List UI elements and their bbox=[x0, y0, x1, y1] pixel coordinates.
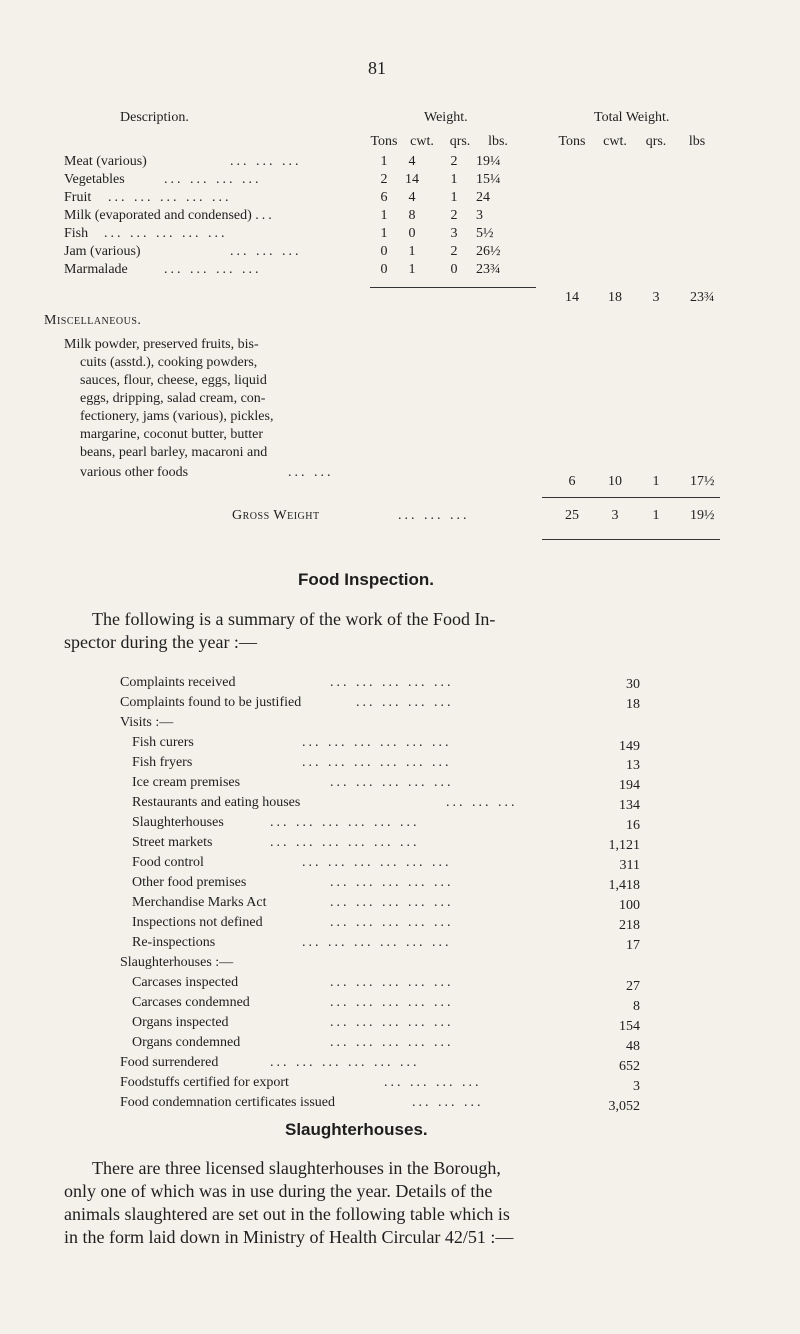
list-item-label: Carcases condemned bbox=[132, 995, 250, 1010]
food-inspection-intro-line: The following is a summary of the work of the Food In- bbox=[92, 609, 496, 629]
list-item-label: Slaughterhouses bbox=[132, 815, 224, 830]
cell-qrs: 2 bbox=[450, 208, 458, 223]
list-item-label: Other food premises bbox=[132, 875, 247, 890]
cell-cwt: 4 bbox=[408, 154, 416, 169]
paragraph-line: in the form laid down in Ministry of Health Circular 42/51 :— bbox=[64, 1227, 514, 1247]
leader-dots: ... ... ... bbox=[412, 1095, 484, 1110]
cell-lbs: 19¼ bbox=[476, 154, 501, 169]
leader-dots: ... ... ... ... ... bbox=[330, 1035, 454, 1050]
cell-lbs: 24 bbox=[476, 190, 490, 205]
subtotal-qrs: 3 bbox=[652, 290, 660, 305]
leader-dots: ... ... ... ... ... ... bbox=[270, 815, 420, 830]
header-weight: Weight. bbox=[424, 110, 468, 125]
list-item-value: 3,052 bbox=[608, 1099, 640, 1114]
list-item-label: Organs condemned bbox=[132, 1035, 241, 1050]
paragraph-line: There are three licensed slaughterhouses in the Borough, bbox=[92, 1158, 501, 1178]
list-item-label: Complaints received bbox=[120, 675, 236, 690]
leader-dots: ... ... ... ... ... ... bbox=[302, 755, 452, 770]
leader-dots: ... ... ... ... bbox=[356, 695, 454, 710]
misc-line: fectionery, jams (various), pickles, bbox=[80, 409, 274, 424]
list-item-label: Restaurants and eating houses bbox=[132, 795, 301, 810]
list-item-value: 48 bbox=[626, 1039, 640, 1054]
row-label: Meat (various) bbox=[64, 154, 147, 169]
row-label: Fruit bbox=[64, 190, 92, 205]
list-item-value: 30 bbox=[626, 677, 640, 692]
cell-lbs: 23¾ bbox=[476, 262, 501, 277]
cell-qrs: 1 bbox=[450, 172, 458, 187]
misc-total-qrs: 1 bbox=[652, 474, 660, 489]
leader-dots: ... bbox=[255, 208, 275, 223]
gross-lbs: 19½ bbox=[690, 508, 715, 523]
list-item-label: Ice cream premises bbox=[132, 775, 241, 790]
header-description: Description. bbox=[120, 110, 189, 125]
list-item-label: Fish fryers bbox=[132, 755, 193, 770]
gross-weight-label: Gross Weight bbox=[232, 508, 320, 523]
cell-tons: 0 bbox=[380, 262, 388, 277]
list-item-value: 218 bbox=[619, 918, 640, 933]
leader-dots: ... ... ... bbox=[446, 795, 518, 810]
cell-lbs: 3 bbox=[476, 208, 483, 223]
cell-lbs: 5½ bbox=[476, 226, 494, 241]
leader-dots: ... ... ... ... ... bbox=[330, 675, 454, 690]
leader-dots: ... ... ... ... ... ... bbox=[270, 835, 420, 850]
unit-qrs: qrs. bbox=[449, 134, 471, 149]
cell-cwt: 8 bbox=[408, 208, 416, 223]
subtotal-cwt: 18 bbox=[608, 290, 622, 305]
leader-dots: ... ... ... bbox=[398, 508, 470, 523]
cell-tons: 6 bbox=[380, 190, 388, 205]
list-item-value: 1,418 bbox=[608, 878, 640, 893]
misc-line: various other foods bbox=[80, 465, 189, 480]
cell-tons: 2 bbox=[380, 172, 388, 187]
misc-heading: Miscellaneous. bbox=[44, 313, 142, 328]
cell-qrs: 1 bbox=[450, 190, 458, 205]
subtotal-rule bbox=[370, 287, 536, 288]
total-unit-tons: Tons bbox=[558, 134, 586, 149]
misc-line: sauces, flour, cheese, eggs, liquid bbox=[80, 373, 267, 388]
leader-dots: ... ... ... ... bbox=[164, 262, 262, 277]
subtotal-tons: 14 bbox=[565, 290, 579, 305]
cell-tons: 1 bbox=[380, 208, 388, 223]
misc-line: margarine, coconut butter, butter bbox=[80, 427, 264, 442]
list-item-label: Complaints found to be justified bbox=[120, 695, 302, 710]
misc-line: beans, pearl barley, macaroni and bbox=[80, 445, 268, 460]
leader-dots: ... ... ... ... ... bbox=[330, 995, 454, 1010]
cell-lbs: 26½ bbox=[476, 244, 501, 259]
leader-dots: ... ... ... ... ... bbox=[330, 1015, 454, 1030]
leader-dots: ... ... ... bbox=[230, 154, 302, 169]
gross-rule-bottom bbox=[542, 539, 720, 540]
cell-cwt: 14 bbox=[405, 172, 419, 187]
leader-dots: ... ... ... ... bbox=[164, 172, 262, 187]
list-item-label: Slaughterhouses :— bbox=[120, 955, 234, 970]
cell-qrs: 2 bbox=[450, 244, 458, 259]
cell-cwt: 1 bbox=[408, 244, 416, 259]
list-item-value: 1,121 bbox=[608, 838, 640, 853]
misc-line: eggs, dripping, salad cream, con- bbox=[80, 391, 266, 406]
leader-dots: ... ... ... ... ... bbox=[108, 190, 232, 205]
leader-dots: ... ... ... ... ... ... bbox=[302, 735, 452, 750]
list-item-value: 27 bbox=[626, 979, 640, 994]
leader-dots: ... ... ... ... ... ... bbox=[302, 935, 452, 950]
list-item-value: 17 bbox=[626, 938, 640, 953]
subtotal-lbs: 23¾ bbox=[690, 290, 715, 305]
misc-total-lbs: 17½ bbox=[690, 474, 715, 489]
leader-dots: ... ... ... ... bbox=[384, 1075, 482, 1090]
slaughterhouses-heading: Slaughterhouses. bbox=[285, 1120, 428, 1139]
total-unit-lbs: lbs bbox=[688, 134, 706, 149]
list-item-value: 154 bbox=[619, 1019, 640, 1034]
list-item-value: 3 bbox=[633, 1079, 640, 1094]
leader-dots: ... ... ... ... ... bbox=[330, 895, 454, 910]
leader-dots: ... ... ... ... ... ... bbox=[302, 855, 452, 870]
list-item-value: 100 bbox=[619, 898, 640, 913]
list-item-value: 149 bbox=[619, 739, 640, 754]
cell-cwt: 1 bbox=[408, 262, 416, 277]
list-item-value: 134 bbox=[619, 798, 640, 813]
misc-line: Milk powder, preserved fruits, bis- bbox=[64, 337, 259, 352]
list-item-value: 8 bbox=[633, 999, 640, 1014]
leader-dots: ... ... ... bbox=[230, 244, 302, 259]
paragraph-line: animals slaughtered are set out in the following table which is bbox=[64, 1204, 510, 1224]
row-label: Fish bbox=[64, 226, 89, 241]
gross-tons: 25 bbox=[565, 508, 579, 523]
page-number: 81 bbox=[368, 58, 386, 78]
cell-tons: 0 bbox=[380, 244, 388, 259]
cell-cwt: 0 bbox=[408, 226, 416, 241]
cell-cwt: 4 bbox=[408, 190, 416, 205]
gross-rule-top bbox=[542, 497, 720, 498]
header-total-weight: Total Weight. bbox=[594, 110, 670, 125]
list-item-label: Food surrendered bbox=[120, 1055, 219, 1070]
list-item-value: 16 bbox=[626, 818, 640, 833]
paragraph-line: only one of which was in use during the year. Details of the bbox=[64, 1181, 493, 1201]
leader-dots: ... ... bbox=[288, 465, 334, 480]
leader-dots: ... ... ... ... ... bbox=[330, 875, 454, 890]
total-unit-cwt: cwt. bbox=[603, 134, 627, 149]
list-item-label: Organs inspected bbox=[132, 1015, 229, 1030]
cell-tons: 1 bbox=[380, 226, 388, 241]
cell-lbs: 15¼ bbox=[476, 172, 501, 187]
misc-line: cuits (asstd.), cooking powders, bbox=[80, 355, 258, 370]
leader-dots: ... ... ... ... ... bbox=[330, 915, 454, 930]
leader-dots: ... ... ... ... ... ... bbox=[270, 1055, 420, 1070]
list-item-label: Inspections not defined bbox=[132, 915, 263, 930]
list-item-label: Food condemnation certificates issued bbox=[120, 1095, 335, 1110]
unit-lbs: lbs. bbox=[488, 134, 508, 149]
list-item-label: Foodstuffs certified for export bbox=[120, 1075, 289, 1090]
leader-dots: ... ... ... ... ... bbox=[330, 775, 454, 790]
cell-tons: 1 bbox=[380, 154, 388, 169]
list-item-label: Fish curers bbox=[132, 735, 194, 750]
row-label: Jam (various) bbox=[64, 244, 141, 259]
leader-dots: ... ... ... ... ... bbox=[330, 975, 454, 990]
list-item-label: Food control bbox=[132, 855, 204, 870]
gross-cwt: 3 bbox=[611, 508, 619, 523]
row-label: Marmalade bbox=[64, 262, 128, 277]
list-item-value: 18 bbox=[626, 697, 640, 712]
food-inspection-heading: Food Inspection. bbox=[298, 570, 434, 589]
cell-qrs: 0 bbox=[450, 262, 458, 277]
misc-total-cwt: 10 bbox=[608, 474, 622, 489]
food-inspection-intro-line: spector during the year :— bbox=[64, 632, 257, 652]
cell-qrs: 2 bbox=[450, 154, 458, 169]
row-label: Milk (evaporated and condensed) bbox=[64, 208, 252, 223]
unit-tons: Tons bbox=[370, 134, 398, 149]
list-item-label: Visits :— bbox=[120, 715, 174, 730]
list-item-value: 194 bbox=[619, 778, 640, 793]
list-item-label: Street markets bbox=[132, 835, 213, 850]
total-unit-qrs: qrs. bbox=[645, 134, 667, 149]
misc-total-tons: 6 bbox=[568, 474, 576, 489]
list-item-label: Merchandise Marks Act bbox=[132, 895, 267, 910]
row-label: Vegetables bbox=[64, 172, 125, 187]
unit-cwt: cwt. bbox=[410, 134, 434, 149]
list-item-label: Carcases inspected bbox=[132, 975, 239, 990]
list-item-value: 13 bbox=[626, 758, 640, 773]
gross-qrs: 1 bbox=[652, 508, 660, 523]
list-item-value: 311 bbox=[619, 858, 640, 873]
list-item-label: Re-inspections bbox=[132, 935, 216, 950]
list-item-value: 652 bbox=[619, 1059, 640, 1074]
cell-qrs: 3 bbox=[450, 226, 458, 241]
leader-dots: ... ... ... ... ... bbox=[104, 226, 228, 241]
